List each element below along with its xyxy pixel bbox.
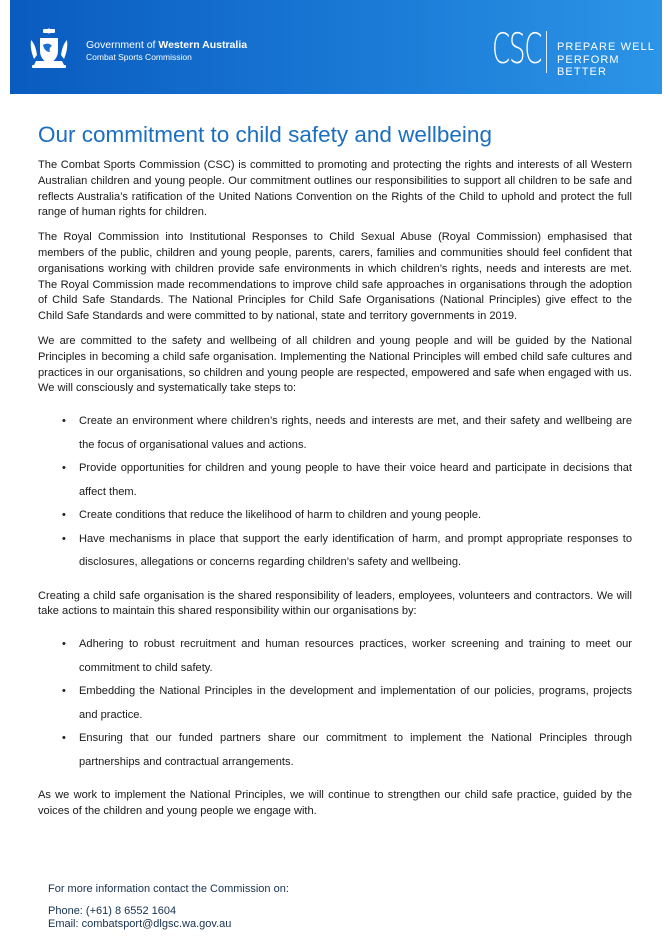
bullet-icon: • (62, 509, 66, 522)
csc-logo: CSC (492, 24, 542, 73)
list-item: • Create conditions that reduce the likelihood of harm to children and young people. (79, 504, 632, 528)
list-item: • Create an environment where children’s rights, needs and interests are met, and their safety and wellbeing are the focus of organisational values and actions. (79, 410, 632, 457)
wa-coat-of-arms-icon (26, 27, 72, 73)
list-item: • Adhering to robust recruitment and human resources practices, worker screening and training to meet our commitment to child safety. (79, 633, 632, 680)
contact-email[interactable]: Email: combatsport@dlgsc.wa.gov.au (48, 918, 232, 930)
steps-list (38, 410, 632, 575)
contact-heading: For more information contact the Commission on: (48, 883, 289, 895)
tagline-line2: PERFORM BETTER (557, 54, 620, 78)
contact-block (48, 883, 289, 931)
paragraph-closing: As we work to implement the National Principles, we will continue to strengthen our child safe practice, guided by the voices of the children and young people we engage with. (38, 789, 632, 818)
paragraph-intro: The Combat Sports Commission (CSC) is committed to promoting and protecting the rights and interests of all Western Australian children and young people. Our commitment outlines our responsibilities to support all children to be safe and reflects Australia’s ratification of the United Nations Convention on the Rights of the Child to uphold and protect the full range of human rights for children. (38, 159, 632, 219)
government-name: Government of Western Australia (86, 39, 248, 51)
list-item: • Ensuring that our funded partners share our commitment to implement the National Principles through partnerships and contractual arrangements. (79, 727, 632, 774)
commission-name: Combat Sports Commission (86, 52, 192, 62)
list-item: • Provide opportunities for children and young people to have their voice heard and participate in decisions that affect them. (79, 457, 632, 504)
bullet-icon: • (62, 638, 66, 651)
header-banner (10, 0, 662, 94)
paragraph-commitment: We are committed to the safety and wellbeing of all children and young people and will be guided by the National Principles in becoming a child safe organisation. Implementing the National Principles will embed child safe cultures and practices in our organisations, so children and young people are respected, empowered and safe when engaged with us. We will consciously and systematically take steps to: (38, 334, 632, 395)
document-body (38, 158, 632, 829)
list-item: • Have mechanisms in place that support the early identification of harm, and prompt appropriate responses to disclosures, allegations or concerns regarding children’s safety and wellbeing. (79, 528, 632, 575)
bullet-icon: • (62, 685, 66, 698)
tagline-line1: PREPARE WELL (557, 41, 655, 53)
paragraph-shared-responsibility: Creating a child safe organisation is the shared responsibility of leaders, employees, volunteers and contractors. We will take actions to maintain this shared responsibility within our organisations by: (38, 589, 632, 618)
bullet-icon: • (62, 462, 66, 475)
bullet-icon: • (62, 732, 66, 745)
paragraph-royal-commission: The Royal Commission into Institutional Responses to Child Sexual Abuse (Royal Commission) emphasised that members of the public, children and young people, parents, carers, families and communities should feel confident that organisations working with children provide safe environments in which children’s rights, needs and interests are met. The Royal Commission made recommendations to improve child safe approaches in organisations through the adoption of Child Safe Standards. The National Principles for Child Safe Organisations (National Principles) give effect to the Child Safe Standards and were committed to by national, state and territory governments in 2019. (38, 231, 632, 323)
bullet-icon: • (62, 415, 66, 428)
actions-list (38, 633, 632, 774)
bullet-icon: • (62, 532, 66, 545)
contact-phone: Phone: (+61) 8 6552 1604 (48, 905, 177, 917)
page-title: Our commitment to child safety and wellbeing (38, 122, 492, 147)
logo-divider (546, 31, 547, 73)
list-item: • Embedding the National Principles in the development and implementation of our policies, programs, projects and practice. (79, 680, 632, 727)
